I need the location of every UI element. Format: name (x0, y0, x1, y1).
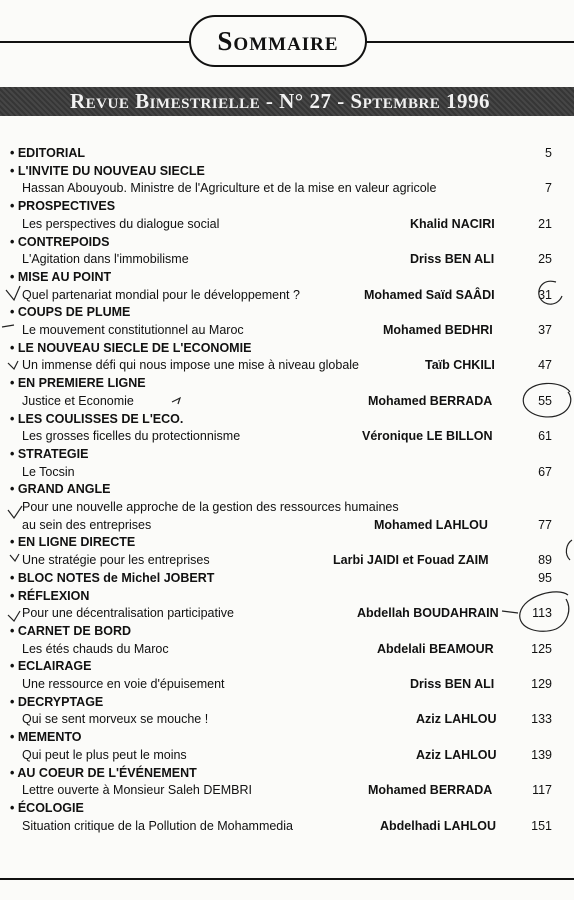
section-heading: • LE NOUVEAU SIECLE DE L'ECONOMIE (10, 340, 252, 355)
toc-entry (0, 675, 574, 693)
article-title: Le mouvement constitutionnel au Maroc (22, 323, 244, 337)
toc-entry (0, 321, 574, 339)
article-title: Les étés chauds du Maroc (22, 641, 169, 656)
page-number: 77 (538, 517, 552, 532)
article-title: Les grosses ficelles du protectionnisme (22, 429, 241, 444)
article-author: Driss BEN ALI (410, 252, 495, 267)
toc-section (0, 162, 574, 180)
article-title: Un immense défi qui nous impose une mise à niveau globale (22, 358, 359, 373)
toc-section (0, 622, 574, 640)
article-author: Larbi JAIDI et Fouad ZAIM (333, 553, 489, 568)
toc-section (0, 657, 574, 675)
section-heading: • PROSPECTIVES (10, 199, 116, 214)
toc-section (0, 303, 574, 321)
article-title: Qui peut le plus peut le moins (22, 747, 187, 762)
section-heading: • MEMENTO (10, 730, 82, 745)
toc-entry (0, 215, 574, 233)
article-author: Abdelali BEAMOUR (377, 641, 494, 656)
toc-section (0, 728, 574, 746)
toc-section (0, 197, 574, 215)
toc-section (0, 480, 574, 498)
article-author: Véronique LE BILLON (362, 429, 493, 444)
page-number: 139 (531, 747, 552, 762)
bottom-rule (0, 878, 574, 880)
section-heading: • AU COEUR DE L'ÉVÉNEMENT (10, 765, 197, 780)
toc-section (0, 764, 574, 782)
toc-entry (0, 286, 574, 304)
section-heading: • LES COULISSES DE L'ECO. (10, 411, 184, 426)
section-heading: • MISE AU POINT (10, 269, 112, 284)
toc-entry (0, 516, 574, 534)
section-heading: • EN PREMIERE LIGNE (10, 376, 146, 391)
article-title: Situation critique de la Pollution de Mohammedia (22, 818, 293, 833)
section-heading: • RÉFLEXION (10, 588, 90, 603)
page-number: 5 (545, 146, 552, 160)
page-number: 113 (532, 606, 552, 621)
toc-section (0, 533, 574, 551)
page-number: 129 (531, 677, 552, 691)
toc-section (0, 693, 574, 711)
section-heading: • CONTREPOIDS (10, 234, 110, 249)
section-heading: • L'INVITE DU NOUVEAU SIECLE (10, 163, 205, 178)
section-heading: • EDITORIAL (10, 146, 85, 160)
page-number: 61 (538, 429, 552, 444)
article-author: Driss BEN ALI (410, 677, 495, 691)
toc-section (0, 374, 574, 392)
toc-section (0, 268, 574, 286)
section-heading: • CARNET DE BORD (10, 623, 132, 638)
section-heading: • ECLAIRAGE (10, 659, 92, 674)
article-title: Une stratégie pour les entreprises (22, 553, 210, 568)
toc-section (0, 144, 574, 162)
section-heading: • EN LIGNE DIRECTE (10, 535, 136, 550)
article-author: Aziz LAHLOU (416, 747, 497, 762)
article-author: Aziz LAHLOU (416, 712, 497, 727)
article-author: Mohamed BERRADA (368, 783, 493, 798)
page-number: 31 (538, 287, 552, 302)
article-title: Les perspectives du dialogue social (22, 216, 220, 231)
issue-banner-text: Revue Bimestrielle - N° 27 - Sptembre 1996 (70, 89, 491, 113)
section-heading: • ÉCOLOGIE (10, 800, 84, 815)
page-number: 37 (538, 323, 552, 337)
toc-section (0, 799, 574, 817)
toc-entry (0, 746, 574, 764)
page-number: 89 (538, 553, 552, 568)
toc-entry (0, 710, 574, 728)
page-title: Sommaire (217, 25, 339, 56)
page-number: 117 (532, 783, 552, 798)
article-author: Mohamed BERRADA (368, 393, 493, 408)
article-author: Mohamed Saïd SAÂDI (364, 287, 495, 302)
toc-entry (0, 463, 574, 481)
toc-section (0, 410, 574, 428)
page-number: 133 (531, 712, 552, 727)
page-number: 151 (531, 818, 552, 833)
page-number: 25 (538, 252, 552, 267)
toc-entry (0, 392, 574, 410)
article-author: Abdelhadi LAHLOU (380, 818, 496, 833)
article-author: Abdellah BOUDAHRAIN (357, 606, 499, 621)
toc-entry (0, 250, 574, 268)
toc-entry (0, 179, 574, 197)
toc-section (0, 587, 574, 605)
article-author: Khalid NACIRI (410, 216, 495, 231)
toc-entry (0, 781, 574, 799)
toc-entry (0, 817, 574, 835)
article-title: Pour une décentralisation participative (22, 606, 234, 621)
page-number: 67 (538, 464, 552, 479)
toc-entry (0, 604, 574, 622)
page-number: 7 (545, 181, 552, 196)
article-title: Le Tocsin (22, 464, 75, 479)
article-title: Quel partenariat mondial pour le développement ? (22, 287, 300, 302)
toc-entry (0, 356, 574, 374)
toc-entry (0, 640, 574, 658)
toc-section (0, 339, 574, 357)
section-heading: • COUPS DE PLUME (10, 305, 131, 320)
toc-entry (0, 551, 574, 569)
article-title: L'Agitation dans l'immobilisme (22, 252, 189, 267)
article-title: Lettre ouverte à Monsieur Saleh DEMBRI (22, 783, 252, 798)
section-heading: • STRATEGIE (10, 446, 89, 461)
toc-section (0, 233, 574, 251)
article-title: Qui se sent morveux se mouche ! (22, 712, 209, 727)
toc-entry (0, 498, 574, 516)
article-title: Pour une nouvelle approche de la gestion des ressources humaines (22, 500, 399, 514)
page-number: 55 (538, 393, 552, 408)
article-title: Une ressource en voie d'épuisement (22, 677, 225, 691)
toc-section (0, 445, 574, 463)
section-heading: • BLOC NOTES de Michel JOBERT (10, 570, 215, 585)
toc-entry (0, 427, 574, 445)
section-heading: • GRAND ANGLE (10, 482, 111, 497)
article-title: au sein des entreprises (22, 517, 152, 532)
toc-section (0, 569, 574, 587)
page-number: 95 (538, 570, 552, 585)
article-author: Mohamed LAHLOU (374, 517, 488, 532)
article-author: Mohamed BEDHRI (383, 323, 493, 337)
article-title: Justice et Economie (22, 393, 134, 408)
section-heading: • DECRYPTAGE (10, 694, 104, 709)
article-title: Hassan Abouyoub. Ministre de l'Agriculture et de la mise en valeur agricole (22, 181, 437, 196)
page-number: 21 (538, 216, 552, 231)
page-number: 47 (538, 358, 552, 373)
page-number: 125 (531, 641, 552, 656)
article-author: Taïb CHKILI (425, 358, 495, 373)
